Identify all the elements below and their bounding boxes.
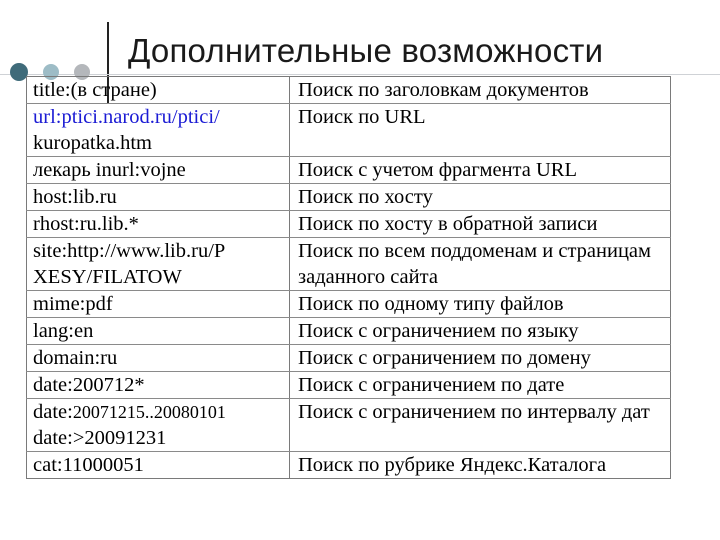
table-row bbox=[27, 372, 671, 399]
description-cell: Поиск с учетом фрагмента URL bbox=[290, 157, 671, 184]
operator-cell: lang:en bbox=[27, 318, 290, 345]
description-cell: Поиск с ограничением по языку bbox=[290, 318, 671, 345]
table-row bbox=[27, 291, 671, 318]
table-row bbox=[27, 452, 671, 479]
operator-cell: rhost:ru.lib.* bbox=[27, 211, 290, 238]
description-cell: Поиск с ограничением по интервалу дат bbox=[290, 399, 671, 452]
description-cell: Поиск по всем поддоменам и страницам заданного сайта bbox=[290, 238, 671, 291]
url-link[interactable]: url:ptici.narod.ru/ptici/ bbox=[33, 106, 220, 128]
operator-cell: host:lib.ru bbox=[27, 184, 290, 211]
description-cell: Поиск с ограничением по дате bbox=[290, 372, 671, 399]
description-cell: Поиск с ограничением по домену bbox=[290, 345, 671, 372]
table-row bbox=[27, 157, 671, 184]
table-row bbox=[27, 318, 671, 345]
operator-cell: mime:pdf bbox=[27, 291, 290, 318]
operator-cell: date:200712* bbox=[27, 372, 290, 399]
title-underline bbox=[0, 74, 720, 75]
description-cell: Поиск по рубрике Яндекс.Каталога bbox=[290, 452, 671, 479]
table-row bbox=[27, 345, 671, 372]
slide-title: Дополнительные возможности bbox=[128, 32, 604, 69]
table-row bbox=[27, 238, 671, 291]
description-cell: Поиск по хосту в обратной записи bbox=[290, 211, 671, 238]
operator-cell: url:ptici.narod.ru/ptici/ kuropatka.htm bbox=[27, 104, 290, 157]
operator-cell: cat:11000051 bbox=[27, 452, 290, 479]
operator-cell: лекарь inurl:vojne bbox=[27, 157, 290, 184]
table-row bbox=[27, 184, 671, 211]
description-cell: Поиск по заголовкам документов bbox=[290, 77, 671, 104]
table-row bbox=[27, 104, 671, 157]
table-row bbox=[27, 399, 671, 452]
description-cell: Поиск по одному типу файлов bbox=[290, 291, 671, 318]
operator-cell: domain:ru bbox=[27, 345, 290, 372]
table-row bbox=[27, 77, 671, 104]
search-operators-table bbox=[26, 76, 671, 479]
description-cell: Поиск по хосту bbox=[290, 184, 671, 211]
table-row bbox=[27, 211, 671, 238]
description-cell: Поиск по URL bbox=[290, 104, 671, 157]
operator-cell: site:http://www.lib.ru/P XESY/FILATOW bbox=[27, 238, 290, 291]
operator-cell: title:(в стране) bbox=[27, 77, 290, 104]
operator-cell: date:20071215..20080101 date:>20091231 bbox=[27, 399, 290, 452]
